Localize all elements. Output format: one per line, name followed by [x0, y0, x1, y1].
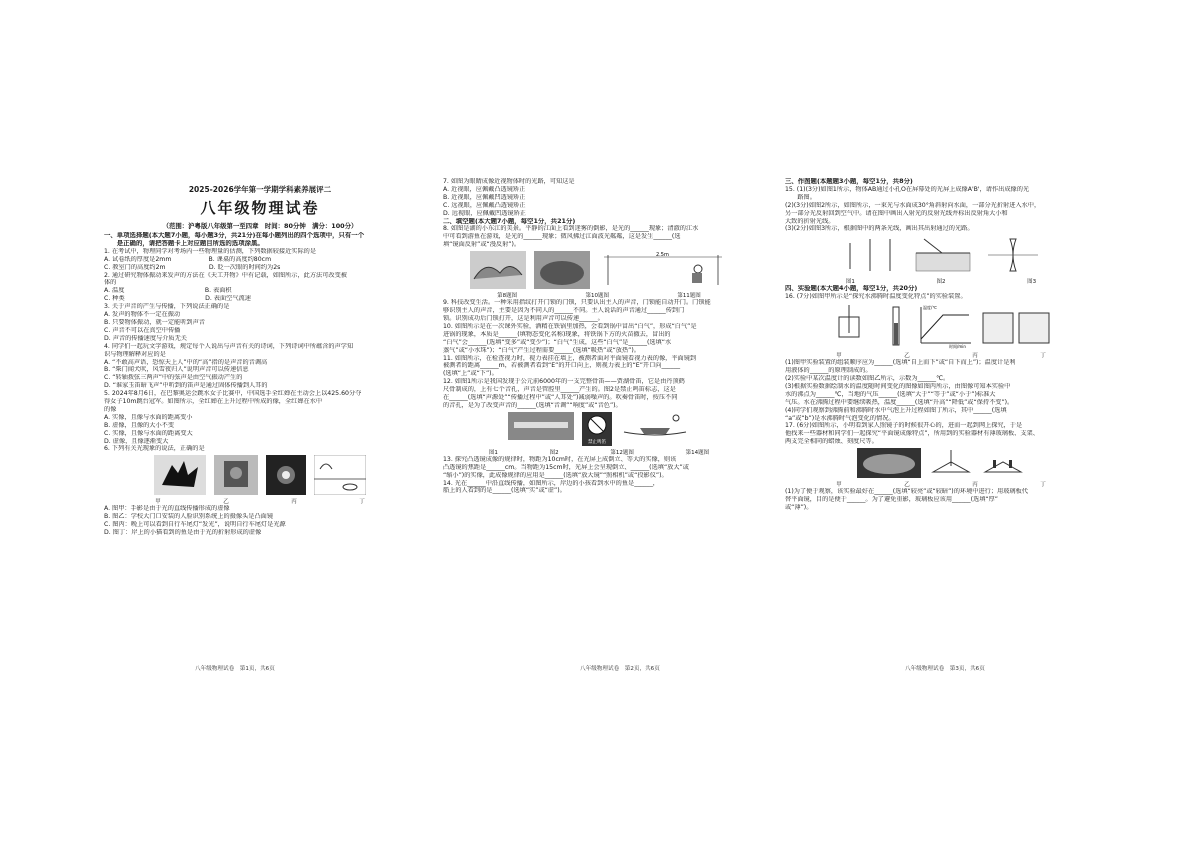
page-1-footer: 八年级物理试卷 第1页，共6页	[195, 666, 275, 672]
text-line: 气压。水在沸腾过程中要继续吸热，温度______(选填“升高”“降低”或“保持不变”)。	[785, 398, 1014, 406]
text-line: 9. 科技改变生活。一种采用指纹打开门锁的门锁，只要认出主人的声音，门锁能自动开门。门锁能	[443, 299, 711, 307]
text-line: B. “柴门闻犬吠，风雪夜归人”说明声音可以传递信息	[104, 366, 249, 374]
mirror-candles-image	[981, 448, 1025, 478]
text-line: D. 图丁：岸上的小猫看到的鱼是由于光的折射形成的虚像	[104, 529, 262, 537]
text-line: A. 试卷纸的厚度是2mm B. 课桌的高度约80cm	[104, 255, 272, 263]
text-line: 12. 如图1所示是我国发现于公元前6000年的一支完整骨笛——贾湖骨笛，它是由丹顶鹤	[443, 378, 685, 386]
text-line: (4)同学们观察到沸腾前和沸腾时水中气泡上升过程如图丁所示，其中______(选填	[785, 406, 1007, 414]
face-recognition-image	[214, 455, 258, 495]
mirror-room-image	[857, 448, 921, 478]
text-line: D. “谁家玉笛暗飞声”中听到的笛声是通过固体传播到人耳的	[104, 382, 268, 390]
text-line: 进锅的现象，本质是______(填物态变化名称)现象，将铁锅下方的火苗撤去，冒出的	[443, 330, 671, 338]
q16-figures	[785, 303, 1097, 349]
page-1-q6-options	[104, 505, 416, 537]
text-line: 得女子10m跳台冠军。如图所示，全红婵在上升过程中所成的像，全红婵在水中	[104, 398, 323, 406]
fig-caption: 甲	[155, 499, 161, 506]
text-line: 在______(选填“声源处”“传播过程中”或“人耳处”)减弱噪声的。吹奏骨笛时，按压不同	[443, 394, 678, 402]
exam-info: （范围：沪粤版八年级第一至四章 时间：80分钟 满分：100分）	[162, 222, 358, 230]
river-scene-image	[470, 251, 526, 289]
text-line: 13. 探究凸透镜成像的规律时，物距为10cm时，在光屏上成倒立、等大的实像，则该	[443, 455, 677, 463]
fig-caption: 丙	[972, 353, 978, 360]
fig-caption: 第12题图	[610, 449, 634, 456]
fig-caption: 第10题图	[585, 293, 609, 300]
text-line: A. 温度 B. 表面积	[104, 287, 232, 295]
text-line: 是正确的，请把答题卡上对应题目所选的选项涂黑。	[104, 239, 264, 247]
graph-ylabel: 温度/℃	[923, 305, 937, 311]
text-line: 10. 如图所示是在一次课外实验，酒精在铁锅里加热，会看到锅中冒出“白气”，形成“白气”是	[443, 322, 697, 330]
text-line: (1)图甲实验装置的组装顺序应为______(选填“自上而下”或“自下而上”)；温度计是利	[785, 359, 1016, 367]
text-line: 中可看到游鱼在游戏，是光的______现象；微风拂过江面波光粼粼，这是发生______(选	[443, 233, 681, 241]
eye-test-diagram	[598, 251, 728, 289]
page-3-footer: 八年级物理试卷 第3页，共6页	[905, 666, 985, 672]
text-line: 被测者的距离______m，若被测者看到“E”的开口向上，则视力表上的“E”开口向______	[443, 362, 681, 370]
text-line: D. 远视眼，应佩戴凹透镜矫正	[443, 209, 526, 217]
text-line: 7. 如图为眼睛成像近视物体时的光路，可知这是	[443, 178, 575, 185]
text-line: (选填“上”或“下”)。	[443, 370, 498, 378]
page-3-questions-bottom	[785, 488, 1097, 512]
text-line: C. “转轴拨弦三两声”中的弦声是由空气振动产生的	[104, 374, 243, 382]
bubbles-image	[981, 303, 1051, 349]
text-line: B. 近视眼，应佩戴凹透镜矫正	[443, 193, 526, 201]
bike-reflector-image	[266, 455, 306, 495]
text-line: 二、填空题(本大题7小题，每空1分，共21分)	[443, 217, 576, 225]
text-line: 体的	[104, 279, 117, 287]
fig-caption: 乙	[904, 482, 910, 489]
fig-caption: 乙	[223, 499, 229, 506]
no-honking-sign	[582, 412, 612, 446]
fig-caption: 丁	[1040, 353, 1046, 360]
page-2-questions-bottom	[443, 456, 755, 496]
pinhole-diagram	[840, 235, 898, 275]
page-2-column	[443, 178, 755, 678]
page-1-questions	[104, 232, 416, 453]
boat-scene-image	[620, 412, 690, 442]
text-line: A. 图甲：手影是由于光的直线传播形成的虚像	[104, 505, 230, 513]
fig-caption: 第8题图	[497, 293, 518, 300]
fig-caption: 第14题图	[685, 449, 710, 456]
text-line: 一、单项选择题(本大题7小题，每小题3分，共21分)在每小题列出的四个选项中，只有一个	[104, 232, 365, 239]
text-line: 填“镜面反射”或“漫反射”)。	[443, 241, 521, 249]
text-line: B. 虚像，且像的大小不变	[104, 421, 175, 429]
text-line: 2. 通过研究物体振动来发声的方法在《天工开物》中有记载，如图所示，此方法可改变被	[104, 271, 347, 279]
page-2-questions-mid	[443, 299, 755, 410]
text-line: A. 近视眼，应佩戴凸透镜矫正	[443, 185, 526, 193]
text-line: C. 声音不可以在真空中传播	[104, 326, 181, 334]
text-line: 识与物理解释对应的是	[104, 350, 166, 358]
text-line: “白气”会______(选填“变多”或“变少”)；“白气”生成，这些“白气”是______(选填“水	[443, 338, 672, 346]
fig-caption: 乙	[904, 353, 910, 360]
text-line: 17. (6分)如图所示，小明看到家人照镜子的时候很开心的，进而一起到网上探究，于是	[785, 422, 1023, 430]
text-line: 替平面镜，目的是便于______。为了避免重影，玻璃板应该用______(选填“厚”	[785, 496, 999, 504]
fig-caption: 丙	[291, 499, 297, 506]
page-2-footer: 八年级物理试卷 第2页，共6页	[580, 666, 660, 672]
text-line: A. 实像，且像与水面的距离变小	[104, 413, 193, 421]
text-line: 水的沸点为______℃，当地的气压______(选填“大于”“等于”或“小于”)标准大	[785, 390, 996, 398]
fig-caption: 丁	[1040, 482, 1046, 489]
sign-text: 禁止鸣笛	[588, 439, 606, 445]
q17-figures	[785, 448, 1097, 478]
text-line: 船上的人看到的是______(选填“实”或“虚”)。	[443, 487, 566, 495]
text-line: B. 图乙：学校大门口安装的人脸识别系统上的摄像头是凸面镜	[104, 513, 274, 521]
q6-figure-captions	[104, 497, 416, 505]
fig-caption: 丙	[972, 482, 978, 489]
fig-caption: 丁	[359, 499, 365, 506]
graph-xlabel: 时间/min	[949, 344, 966, 350]
text-line: 16. (7分)如图甲所示是“探究水沸腾时温度变化特点”的实验装置。	[785, 293, 967, 301]
text-line: A. “不敢高声语，恐惊天上人”中的“高”指的是声音的音调高	[104, 358, 268, 366]
text-line: 四、实验题(本大题4小题，每空1分，共20分)	[785, 285, 918, 293]
text-line: (2)实验中某次温度计的读数如图乙所示，示数为______℃。	[785, 374, 950, 382]
text-line: (3)(2分)如图3所示，根据图中的两条光线，画出其出射通过的光路。	[785, 225, 974, 233]
page-3-column	[785, 178, 1097, 678]
text-line: 1. 在考试中，物理同学对考场内一些物理量的估测，下列数据较接近实际的是	[104, 247, 317, 255]
q15-captions	[785, 277, 1097, 285]
text-line: B. 只要物体振动，就一定能听到声音	[104, 318, 205, 326]
text-line: 5. 2024年8月6日，在巴黎奥运会跳水女子比赛中，中国选手全红婵在主动会上以425.60分夺	[104, 390, 362, 398]
text-line: 11. 如图所示，在检查视力时，视力表挂在墙上，被测者面对平面镜看视力表的像，平面镜到	[443, 354, 697, 362]
text-line: (2)(3分)如图2所示，如图所示，一束光与水面成30°角斜射向水面，一部分光折射进入水中，	[785, 201, 1041, 209]
bone-flute-image	[508, 412, 574, 440]
text-line: 够识别主人的声音，主要是因为不同人的______不同。主人说话的声音通过______传到门	[443, 307, 685, 315]
distance-label: 2.5m	[656, 252, 669, 259]
text-line: 6. 下列有关光现象的说法，正确的是	[104, 445, 205, 453]
page-3-questions-top	[785, 178, 1097, 233]
page-2-questions-top	[443, 178, 755, 249]
text-line: 大致的折射光线。	[785, 217, 835, 225]
text-line: 8. 如图是湖的小东江的美景。平静的江面上看到迷雾的倒影，是光的______现象；清澈的江水	[443, 225, 699, 233]
thermometer-image	[887, 303, 905, 349]
text-line: 尺骨制成的，上有七个音孔，声音是管腔里______产生的。图2是禁止鸣笛标志，这是	[443, 386, 676, 394]
text-line: 或“薄”)。	[785, 503, 813, 511]
q6-figures	[104, 455, 416, 495]
text-line: 的像	[104, 405, 117, 413]
q15-figures	[785, 235, 1097, 275]
text-line: C. 实像，且像与水面的距离变大	[104, 429, 193, 437]
mirror-setup-image	[929, 448, 973, 478]
fig-caption: 图2	[936, 279, 946, 286]
text-line: A. 发声的物体不一定在振动	[104, 311, 181, 319]
text-line: 锁。识别成功后门锁打开，这是利用声音可以传递______。	[443, 314, 604, 322]
text-line: 他找来一些器材和同学们一起探究“平面镜成像特点”，所用到的实验器材有薄玻璃板、支架、	[785, 430, 1039, 438]
fig-caption: 图1	[488, 449, 498, 456]
exam-year-line: 2025-2026学年第一学期学科素养展评二	[188, 185, 332, 194]
boiling-setup-image	[831, 303, 879, 349]
exam-title: 八年级物理试卷	[200, 199, 320, 217]
text-line: C. 教室门的高度约2m D. 眨一次眼的时间约为2s	[104, 263, 281, 271]
text-line: 三、作图题(本题题3小题，每空1分，共8分)	[785, 178, 913, 185]
text-line: D. 虚像，且像逐渐变大	[104, 437, 169, 445]
pan-steam-image	[534, 251, 590, 289]
fig-caption: 图1	[845, 279, 855, 286]
text-line: “缩小”)的实像，此成像规律的应用是______(选填“放大镜”“照相机”或“投影仪”)。	[443, 471, 668, 479]
fig-caption: 甲	[836, 482, 842, 489]
text-line: 凸透镜的焦距是______cm。当物距为15cm时，光屏上会呈现倒立、______(选填“放大”或	[443, 463, 689, 471]
q17-captions	[785, 480, 1097, 488]
text-line: 另一部分光反射回到空气中。请在图中画出入射光的反射光线并标出反射角大小和	[785, 209, 1008, 217]
shadow-hand-image	[154, 455, 206, 495]
refraction-diagram	[906, 235, 976, 275]
fig-caption: 第11题图	[677, 293, 701, 300]
text-line: 4. 同学们一起玩文字游戏，规定每个人说出与声音有关的诗词，下列诗词中所蕴含的声学知	[104, 342, 354, 350]
q12-q14-captions	[443, 448, 755, 456]
q16-captions	[785, 351, 1097, 359]
text-line: C. 图丙：晚上可以看到自行车尾灯“发光”，说明自行车尾灯是光源	[104, 521, 286, 529]
page-3-questions-mid	[785, 359, 1097, 446]
text-line: (1)为了便于观察，该实验最好在______(选填“较亮”或“较暗”)的环境中进行；用玻璃板代	[785, 488, 1028, 496]
text-line: 14. 光在______中沿直线传播，如图所示，岸边的小孩看到水中的鱼是______，	[443, 479, 659, 487]
fig-caption: 图3	[1027, 279, 1037, 286]
text-line: 15. (1)(3分)如图1所示，物体AB通过小孔O在屏幕处的光屏上成像A'B'，请作出成像的光	[785, 185, 1030, 193]
text-line: (3)根据实验数据绘制水的温度随时间变化的图像如图丙所示，由图像可知本实验中	[785, 382, 1011, 390]
text-line: C. 种类 D. 表面空气流速	[104, 295, 251, 303]
q8-q11-captions	[443, 291, 755, 299]
text-line: “a”或“b”)是水沸腾时气泡变化的情况。	[785, 414, 895, 422]
fig-caption: 甲	[836, 353, 842, 360]
concave-lens-diagram	[984, 235, 1042, 275]
cat-fish-image	[314, 455, 366, 495]
text-line: C. 远视眼，应佩戴凸透镜矫正	[443, 201, 526, 209]
text-line: 两支完全相同的蜡烛、刻度尺等。	[785, 438, 878, 446]
text-line: 用液体的______的原理制成的。	[785, 367, 872, 375]
text-line: 路图。	[785, 193, 816, 201]
text-line: 3. 关于声音的产生与传播，下列说法正确的是	[104, 303, 230, 311]
q8-q11-figures	[443, 251, 755, 289]
fig-caption: 图2	[549, 449, 559, 456]
text-line: D. 声音的传播速度与介质无关	[104, 334, 187, 342]
temperature-graph	[913, 303, 973, 349]
text-line: 蒸气”或“小水珠”)；“白气”产生过程需要______(选填“吸热”或“放热”)。	[443, 346, 640, 354]
q12-q14-figures	[443, 412, 755, 446]
page-1-column	[104, 178, 416, 678]
page-3-experiment-intro	[785, 285, 1097, 301]
text-line: 的音孔，是为了改变声音的______(选填“音调”“响度”或“音色”)。	[443, 401, 622, 409]
